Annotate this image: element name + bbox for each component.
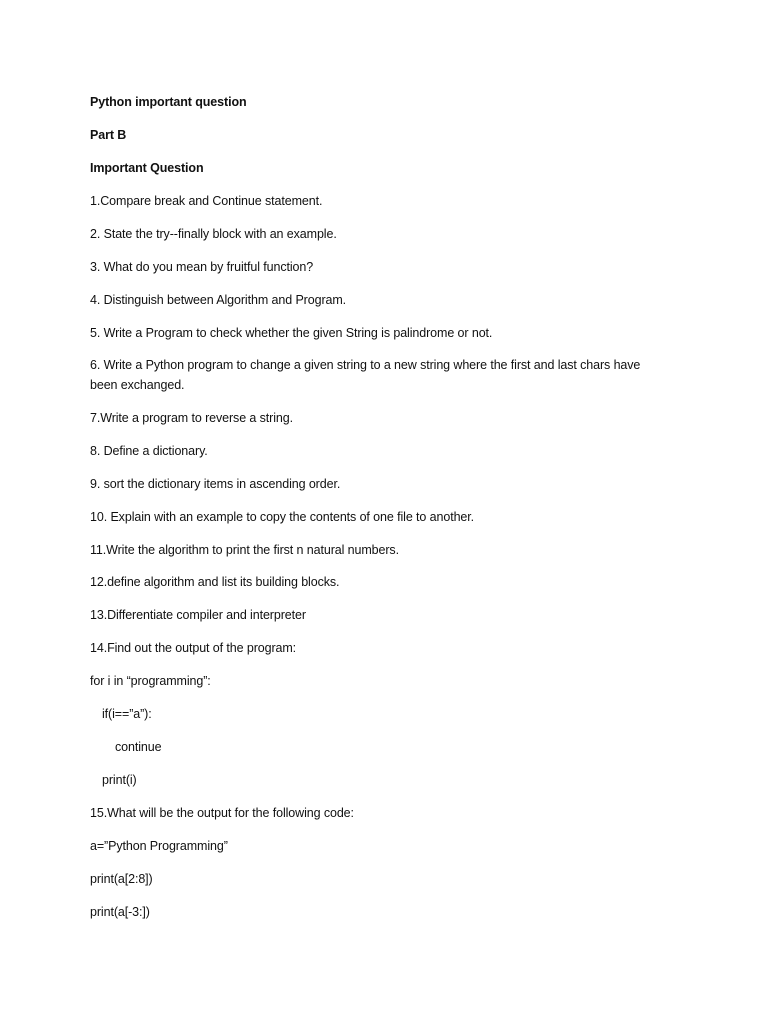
question-item: 4. Distinguish between Algorithm and Program. xyxy=(90,293,347,307)
question-item: 1.Compare break and Continue statement. xyxy=(90,194,323,208)
question-item: 6. Write a Python program to change a given string to a new string where the first and last chars have been exchanged. xyxy=(90,358,641,392)
code-line: for i in “programming”: xyxy=(90,674,211,688)
code-line: print(a[-3:]) xyxy=(90,905,150,919)
question-item: 5. Write a Program to check whether the given String is palindrome or not. xyxy=(90,326,493,340)
code-line: continue xyxy=(115,740,162,754)
section-heading: Important Question xyxy=(90,161,204,175)
code-line: a=”Python Programming” xyxy=(90,839,228,853)
question-item: 11.Write the algorithm to print the first n natural numbers. xyxy=(90,543,399,557)
question-item: 2. State the try--finally block with an example. xyxy=(90,227,337,241)
question-item: 9. sort the dictionary items in ascending order. xyxy=(90,477,341,491)
question-item: 8. Define a dictionary. xyxy=(90,444,208,458)
question-item: 15.What will be the output for the following code: xyxy=(90,806,354,820)
question-item: 13.Differentiate compiler and interpreter xyxy=(90,608,306,622)
part-heading: Part B xyxy=(90,128,127,142)
code-line: if(i==”a”): xyxy=(102,707,152,721)
question-item: 3. What do you mean by fruitful function? xyxy=(90,260,314,274)
document-title: Python important question xyxy=(90,95,247,109)
question-item: 10. Explain with an example to copy the contents of one file to another. xyxy=(90,510,475,524)
code-line: print(i) xyxy=(102,773,137,787)
question-item: 7.Write a program to reverse a string. xyxy=(90,411,293,425)
code-line: print(a[2:8]) xyxy=(90,872,153,886)
question-item: 14.Find out the output of the program: xyxy=(90,641,297,655)
question-item: 12.define algorithm and list its building blocks. xyxy=(90,575,340,589)
